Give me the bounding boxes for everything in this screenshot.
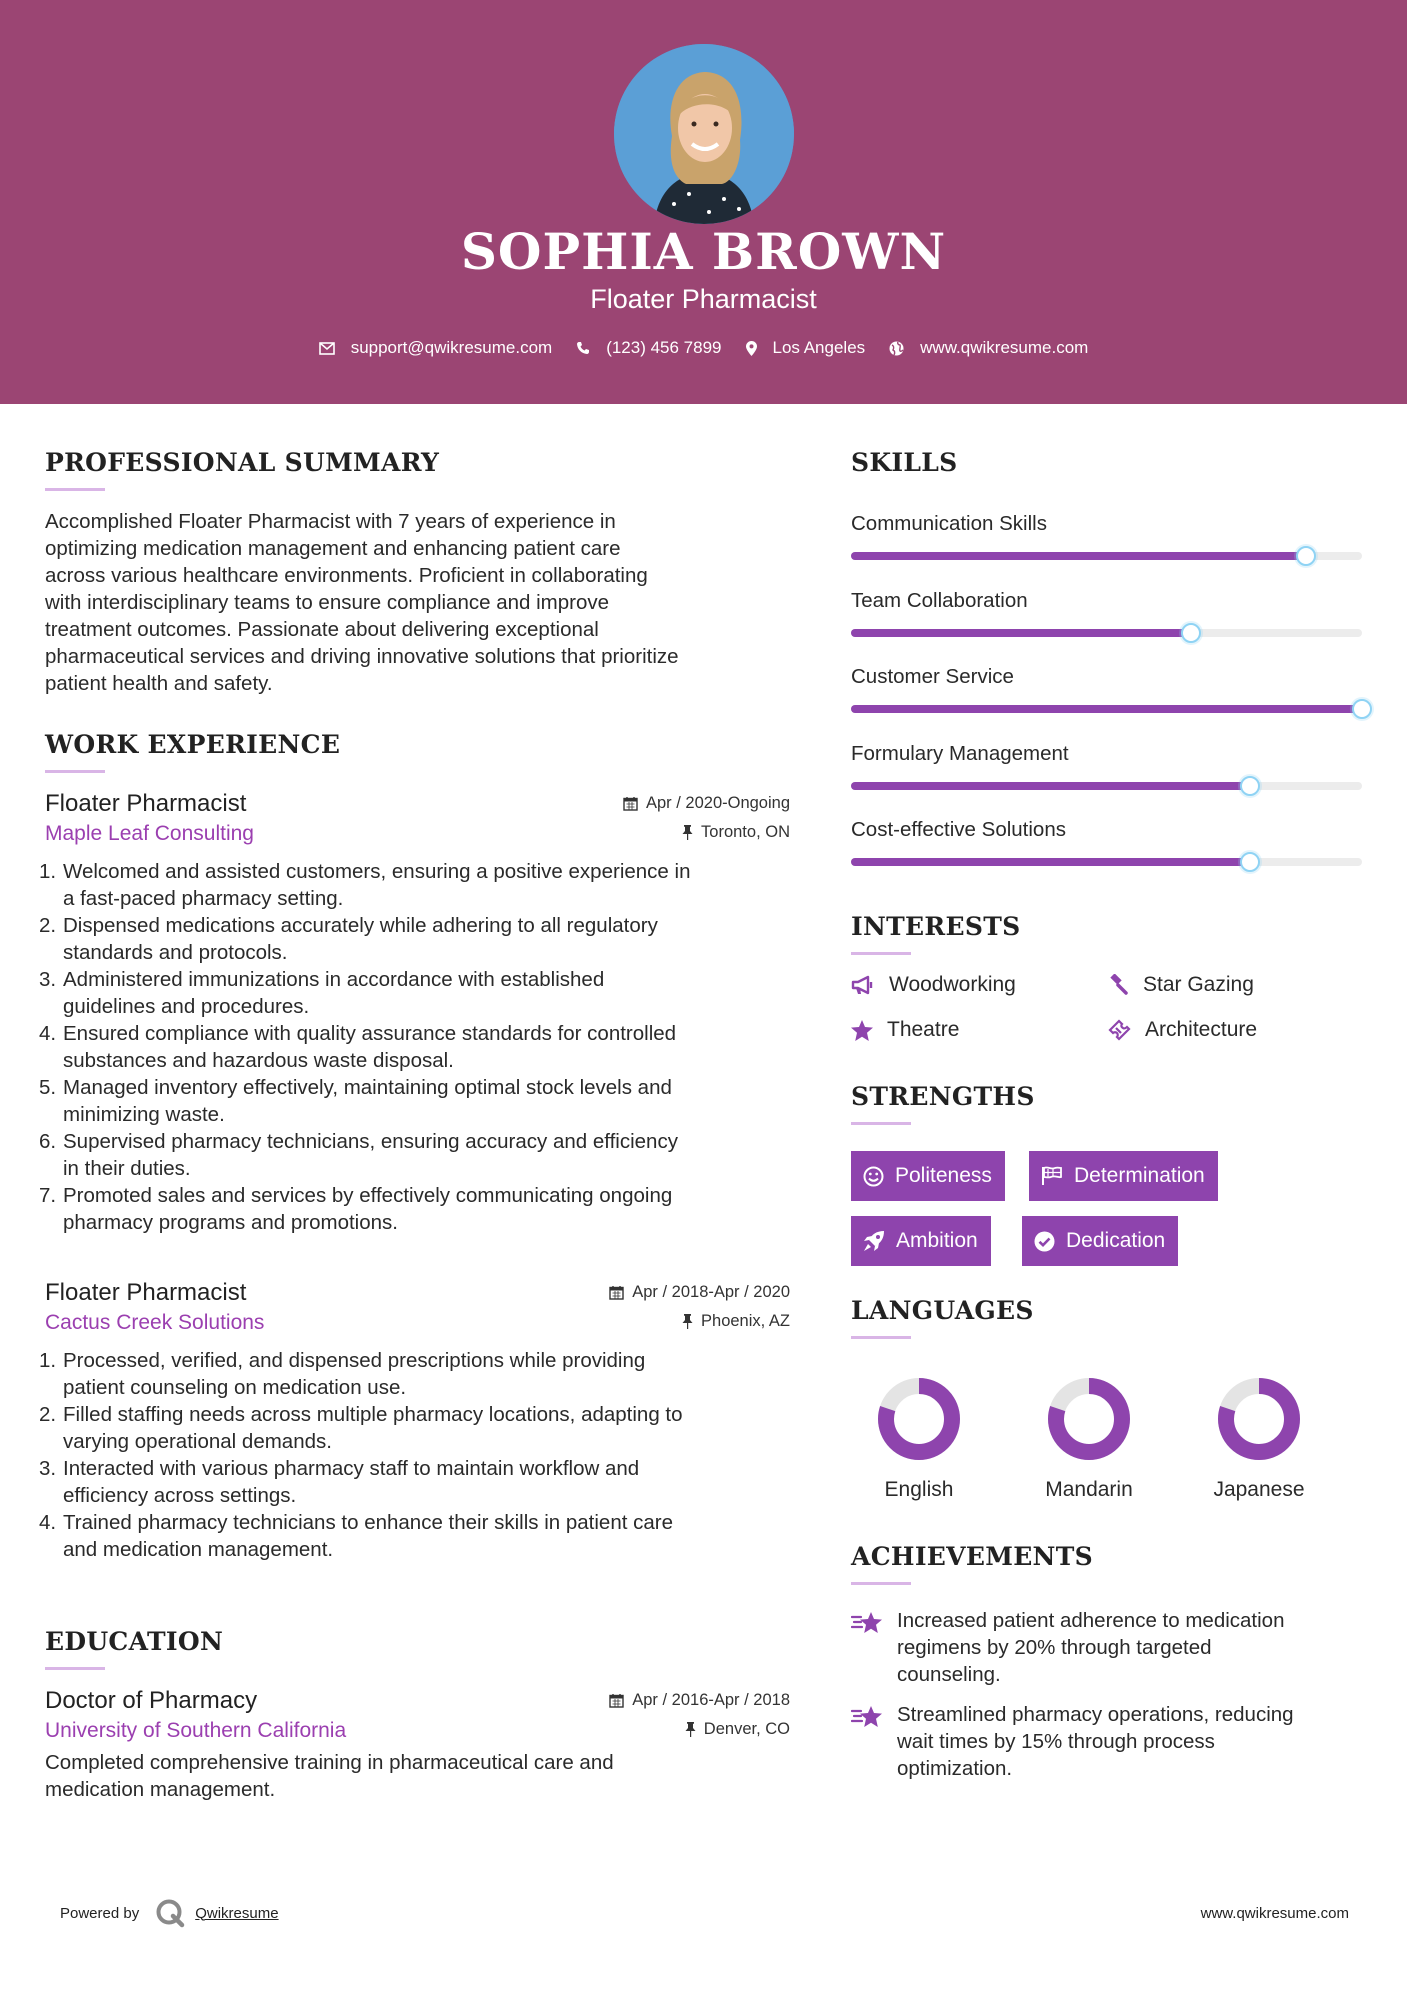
job-title: Floater Pharmacist [45,790,247,817]
shooting-star-icon [851,1703,885,1731]
section-rule [851,952,911,955]
interests-section [851,912,1363,955]
language-label: Japanese [1213,1478,1305,1501]
duty-line: and medication management. [63,1538,334,1561]
duty-line: Welcomed and assisted customers, ensuring a positive experience in [63,860,691,883]
location-text: Los Angeles [772,338,866,357]
contact-location [746,338,866,358]
duty-line: Processed, verified, and dispensed prescriptions while providing [63,1349,646,1372]
shooting-star-icon [851,1609,885,1637]
calendar-icon [609,1285,624,1300]
profile-photo [614,44,794,224]
section-rule [45,1667,105,1670]
list-item [39,1128,790,1182]
contact-website[interactable] [889,338,1088,358]
interest-label: Star Gazing [1143,973,1254,996]
skill-bar-fill [851,782,1250,790]
skill-bar-fill [851,629,1191,637]
list-number: 3. [39,1457,57,1480]
language-donut [1214,1374,1304,1464]
summary-line: across various healthcare environments. Proficient in collaborating [45,564,648,587]
summary-line: pharmaceutical services and driving innovative solutions that prioritize [45,645,679,668]
strength-label: Politeness [895,1164,992,1187]
duty-line: patient counseling on medication use. [63,1376,407,1399]
duty-line: Ensured compliance with quality assurance standards for controlled [63,1022,677,1045]
skill-level-knob [1181,623,1201,643]
list-number: 4. [39,1511,57,1534]
skill-bar [851,858,1362,866]
candidate-title: Floater Pharmacist [590,284,817,314]
list-number: 6. [39,1130,57,1153]
resume-header [0,0,1407,404]
section-rule [851,1582,911,1585]
education-heading: EDUCATION [45,1627,224,1656]
list-number: 4. [39,1022,57,1045]
candidate-name: SOPHIA BROWN [460,222,947,281]
language-donut [874,1374,964,1464]
company-name: Maple Leaf Consulting [45,822,254,845]
summary-section [45,448,790,697]
summary-line: Accomplished Floater Pharmacist with 7 years of experience in [45,510,616,533]
skill-bar-fill [851,552,1306,560]
skill-label: Team Collaboration [851,588,1028,612]
pushpin-icon [682,825,693,840]
list-item [39,1074,790,1128]
achievement-line: wait times by 15% through process [897,1730,1215,1753]
summary-line: patient health and safety. [45,672,273,695]
achievements-heading: ACHIEVEMENTS [851,1542,1093,1571]
interest-item [851,973,1016,997]
map-pin-icon [746,341,757,356]
strengths-section [851,1082,1363,1125]
language-donut [1044,1374,1134,1464]
strength-label: Dedication [1066,1229,1166,1252]
duty-line: Administered immunizations in accordance with established [63,968,605,991]
duty-line: minimizing waste. [63,1103,225,1126]
skill-label: Cost-effective Solutions [851,818,1066,841]
contact-phone[interactable] [576,338,721,358]
skill-label: Communication Skills [851,512,1047,535]
skill-bar [851,705,1362,713]
interest-label: Architecture [1145,1018,1258,1041]
skill-item [851,742,1363,790]
location-text: Toronto, ON [701,823,790,841]
job-entry [39,1279,790,1563]
calendar-icon [623,796,638,811]
duty-list [39,858,790,1236]
website-text: www.qwikresume.com [920,338,1089,357]
education-section [45,1627,790,1803]
language-label: English [884,1478,954,1501]
email-text: support@qwikresume.com [350,338,553,357]
dates-text: Apr / 2020-Ongoing [645,794,790,812]
language-item [844,1374,994,1502]
skill-label: Formulary Management [851,741,1069,765]
duty-line: pharmacy programs and promotions. [63,1211,398,1234]
strength-label: Ambition [896,1229,978,1252]
interest-label: Theatre [887,1018,960,1041]
list-item [39,912,790,966]
duty-line: efficiency across settings. [63,1484,297,1507]
language-item [1014,1374,1164,1502]
phone-text: (123) 456 7899 [606,338,722,357]
skill-item [851,665,1363,713]
list-item [39,858,790,912]
duty-line: Managed inventory effectively, maintaining optimal stock levels and [63,1076,672,1099]
duty-line: Trained pharmacy technicians to enhance their skills in patient care [63,1511,674,1534]
skill-label: Customer Service [851,665,1014,688]
summary-text [45,508,790,697]
pushpin-icon [685,1722,696,1737]
description-line: Completed comprehensive training in pharmaceutical care and [45,1751,614,1774]
duty-line: substances and hazardous waste disposal. [63,1049,454,1072]
contact-email[interactable] [319,338,553,358]
smile-icon [863,1166,884,1187]
list-number: 2. [39,914,57,937]
location-text: Denver, CO [703,1720,790,1738]
flag-icon [1041,1166,1063,1186]
skill-bar [851,552,1362,560]
language-label: Mandarin [1045,1478,1133,1501]
duty-line: Filled staffing needs across multiple pharmacy locations, adapting to [63,1403,683,1426]
job-entry [39,790,790,1236]
duty-line: Interacted with various pharmacy staff to maintain workflow and [63,1457,640,1480]
list-item [39,1455,790,1509]
duty-line: in their duties. [63,1157,191,1180]
duty-line: guidelines and procedures. [63,995,310,1018]
company-name: Cactus Creek Solutions [45,1311,265,1334]
achievement-item [851,1607,1363,1688]
skill-bar-fill [851,858,1250,866]
skill-level-knob [1240,776,1260,796]
job-title: Floater Pharmacist [45,1279,247,1306]
footer-website[interactable]: www.qwikresume.com [1200,1905,1349,1922]
strength-badge [1029,1151,1218,1201]
skill-item [851,818,1363,866]
school-name: University of Southern California [45,1719,347,1742]
list-item [39,1020,790,1074]
globe-icon [889,341,904,356]
powered-by-text: Powered by [60,1904,140,1922]
skill-item [851,512,1363,560]
experience-section [45,730,790,773]
strengths-heading: STRENGTHS [851,1082,1035,1111]
ticket-icon [1107,1019,1131,1041]
list-number: 7. [39,1184,57,1207]
summary-heading: PROFESSIONAL SUMMARY [45,448,440,477]
skill-level-knob [1240,852,1260,872]
experience-heading: WORK EXPERIENCE [45,730,341,759]
list-item [39,966,790,1020]
section-rule [45,488,105,491]
list-number: 1. [39,860,57,883]
education-dates [609,1691,790,1710]
job-dates [623,794,790,813]
list-number: 5. [39,1076,57,1099]
skills-heading: SKILLS [851,448,958,477]
section-rule [851,1122,911,1125]
interest-item [1107,1018,1257,1042]
duty-line: varying operational demands. [63,1430,332,1453]
skills-section [851,448,1363,477]
achievements-section [851,1542,1363,1585]
summary-line: treatment outcomes. Passionate about delivering exceptional [45,618,599,641]
interests-heading: INTERESTS [851,912,1021,941]
achievement-line: counseling. [897,1663,1001,1686]
strength-label: Determination [1074,1164,1205,1187]
dates-text: Apr / 2018-Apr / 2020 [632,1283,790,1301]
skill-bar [851,782,1362,790]
pushpin-icon [682,1314,693,1329]
contact-bar [0,338,1407,358]
gavel-icon [1107,974,1129,996]
interest-item [851,1018,959,1042]
duty-line: Supervised pharmacy technicians, ensuring accuracy and efficiency [63,1130,678,1153]
duty-line: Promoted sales and services by effectively communicating ongoing [63,1184,673,1207]
job-location [682,823,790,842]
achievement-line: optimization. [897,1757,1013,1780]
skill-bar [851,629,1362,637]
strength-badge [1022,1216,1178,1266]
qwikresume-logo-icon [155,1898,185,1928]
list-number: 3. [39,968,57,991]
list-number: 1. [39,1349,57,1372]
languages-heading: LANGUAGES [851,1296,1034,1325]
duty-line: Dispensed medications accurately while adhering to all regulatory [63,914,658,937]
star-icon [851,1020,873,1041]
list-item [39,1401,790,1455]
achievement-item [851,1701,1363,1782]
job-dates [609,1283,790,1302]
section-rule [851,1336,911,1339]
summary-line: optimizing medication management and enhancing patient care [45,537,621,560]
list-number: 2. [39,1403,57,1426]
summary-line: with interdisciplinary teams to ensure compliance and improve [45,591,610,614]
rocket-icon [863,1230,885,1252]
dates-text: Apr / 2016-Apr / 2018 [632,1691,790,1709]
description-line: medication management. [45,1778,276,1801]
achievement-line: Streamlined pharmacy operations, reducing [897,1703,1294,1726]
list-item [39,1182,790,1236]
skill-level-knob [1296,546,1316,566]
skill-item [851,589,1363,637]
duty-line: standards and protocols. [63,941,288,964]
check-circle-icon [1034,1231,1055,1252]
duty-list [39,1347,790,1563]
achievement-line: Increased patient adherence to medication [897,1609,1285,1632]
language-item [1184,1374,1334,1502]
megaphone-icon [851,975,875,995]
envelope-icon [319,342,335,355]
phone-icon [576,341,590,355]
degree-title: Doctor of Pharmacy [45,1687,258,1714]
interest-item [1107,973,1254,997]
interest-label: Woodworking [889,973,1016,996]
calendar-icon [609,1693,624,1708]
section-rule [45,770,105,773]
strength-badge [851,1216,991,1266]
achievement-line: regimens by 20% through targeted [897,1636,1212,1659]
skill-bar-fill [851,705,1362,713]
location-text: Phoenix, AZ [701,1312,790,1330]
footer-powered-by [60,1898,279,1928]
education-location [685,1720,790,1739]
list-item [39,1347,790,1401]
list-item [39,1509,790,1563]
skill-level-knob [1352,699,1372,719]
job-location [682,1312,790,1331]
duty-line: a fast-paced pharmacy setting. [63,887,344,910]
education-description [45,1749,790,1803]
strength-badge [851,1151,1005,1201]
languages-section [851,1296,1363,1339]
brand-link[interactable]: Qwikresume [195,1904,279,1922]
